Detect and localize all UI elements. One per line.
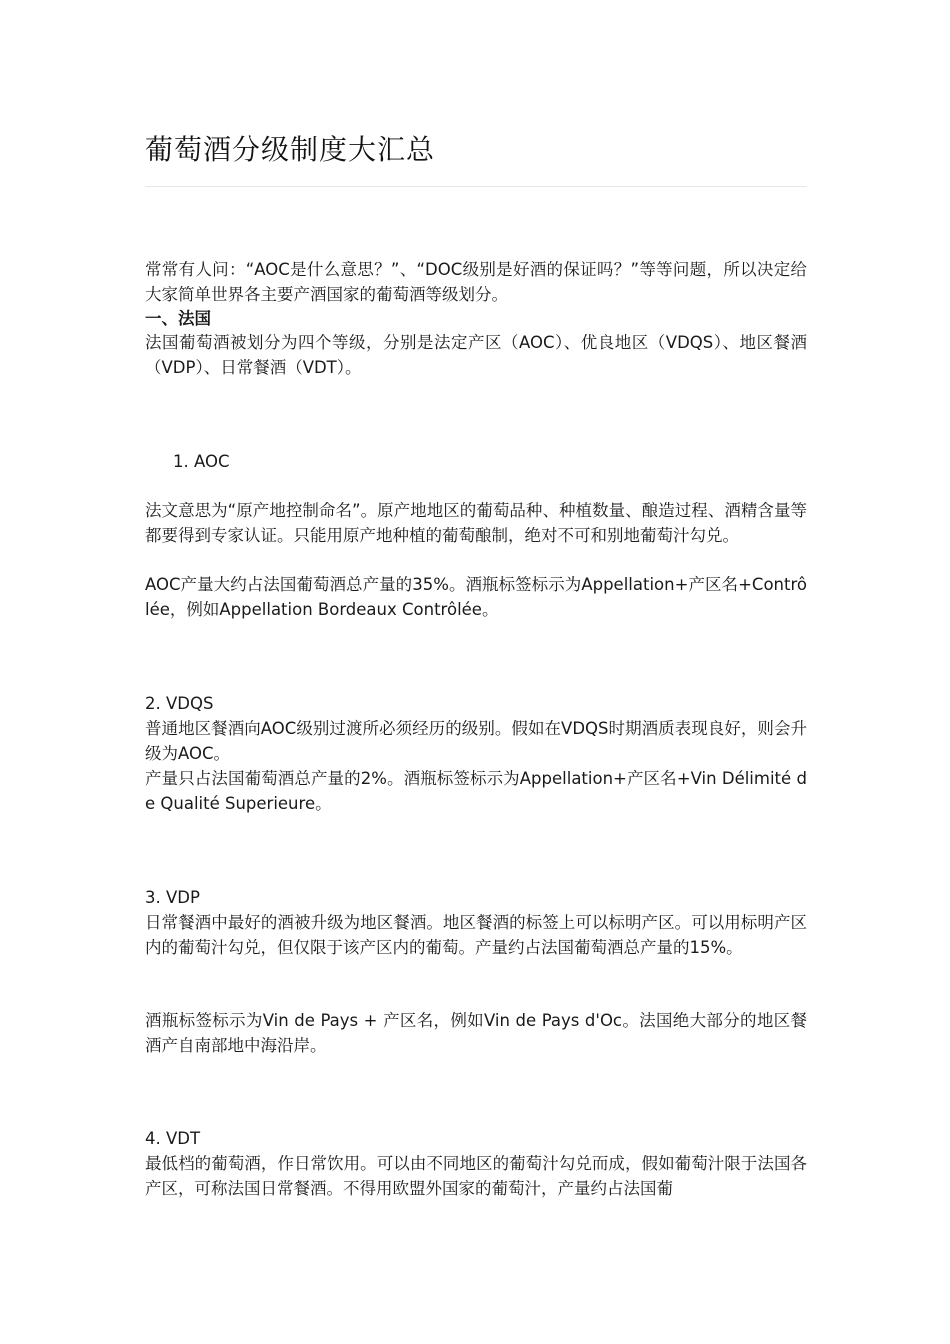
section-heading-france: 一、法国 (145, 309, 211, 328)
intro-paragraph: 常常有人问：“AOC是什么意思？”、“DOC级别是好酒的保证吗？”等等问题，所以决定给大家简单世界各主要产酒国家的葡萄酒等级划分。 (145, 260, 807, 304)
vdp-heading: 3. VDP (145, 888, 200, 907)
aoc-paragraph-2: AOC产量大约占法国葡萄酒总产量的35%。酒瓶标签标示为Appellation+产区名+Contrôlée，例如Appellation Bordeaux Contrôlée。 (145, 575, 807, 619)
vdt-paragraph-1: 最低档的葡萄酒，作日常饮用。可以由不同地区的葡萄汁勾兑而成，假如葡萄汁限于法国各产区，可称法国日常餐酒。不得用欧盟外国家的葡萄汁，产量约占法国葡 (145, 1154, 807, 1198)
aoc-heading: 1. AOC (173, 452, 230, 471)
vdt-heading: 4. VDT (145, 1129, 201, 1148)
vdp-paragraph-2: 酒瓶标签标示为Vin de Pays + 产区名，例如Vin de Pays d'Oc。法国绝大部分的地区餐酒产自南部地中海沿岸。 (145, 1011, 807, 1055)
vdqs-paragraph-1: 普通地区餐酒向AOC级别过渡所必须经历的级别。假如在VDQS时期酒质表现良好，则会升级为AOC。 (145, 719, 807, 763)
vdqs-paragraph-2: 产量只占法国葡萄酒总产量的2%。酒瓶标签标示为Appellation+产区名+Vin Délimité de Qualité Superieure。 (145, 769, 807, 813)
france-overview-paragraph: 法国葡萄酒被划分为四个等级，分别是法定产区（AOC）、优良地区（VDQS）、地区餐酒（VDP）、日常餐酒（VDT）。 (145, 333, 807, 377)
vdp-paragraph-1: 日常餐酒中最好的酒被升级为地区餐酒。地区餐酒的标签上可以标明产区。可以用标明产区内的葡萄汁勾兑，但仅限于该产区内的葡萄。产量约占法国葡萄酒总产量的15%。 (145, 913, 807, 957)
vdqs-heading: 2. VDQS (145, 694, 214, 713)
aoc-paragraph-1: 法文意思为“原产地控制命名”。原产地地区的葡萄品种、种植数量、酿造过程、酒精含量等都要得到专家认证。只能用原产地种植的葡萄酿制，绝对不可和别地葡萄汁勾兑。 (145, 501, 807, 545)
title-divider (145, 186, 807, 187)
document-title: 葡萄酒分级制度大汇总 (145, 133, 436, 166)
